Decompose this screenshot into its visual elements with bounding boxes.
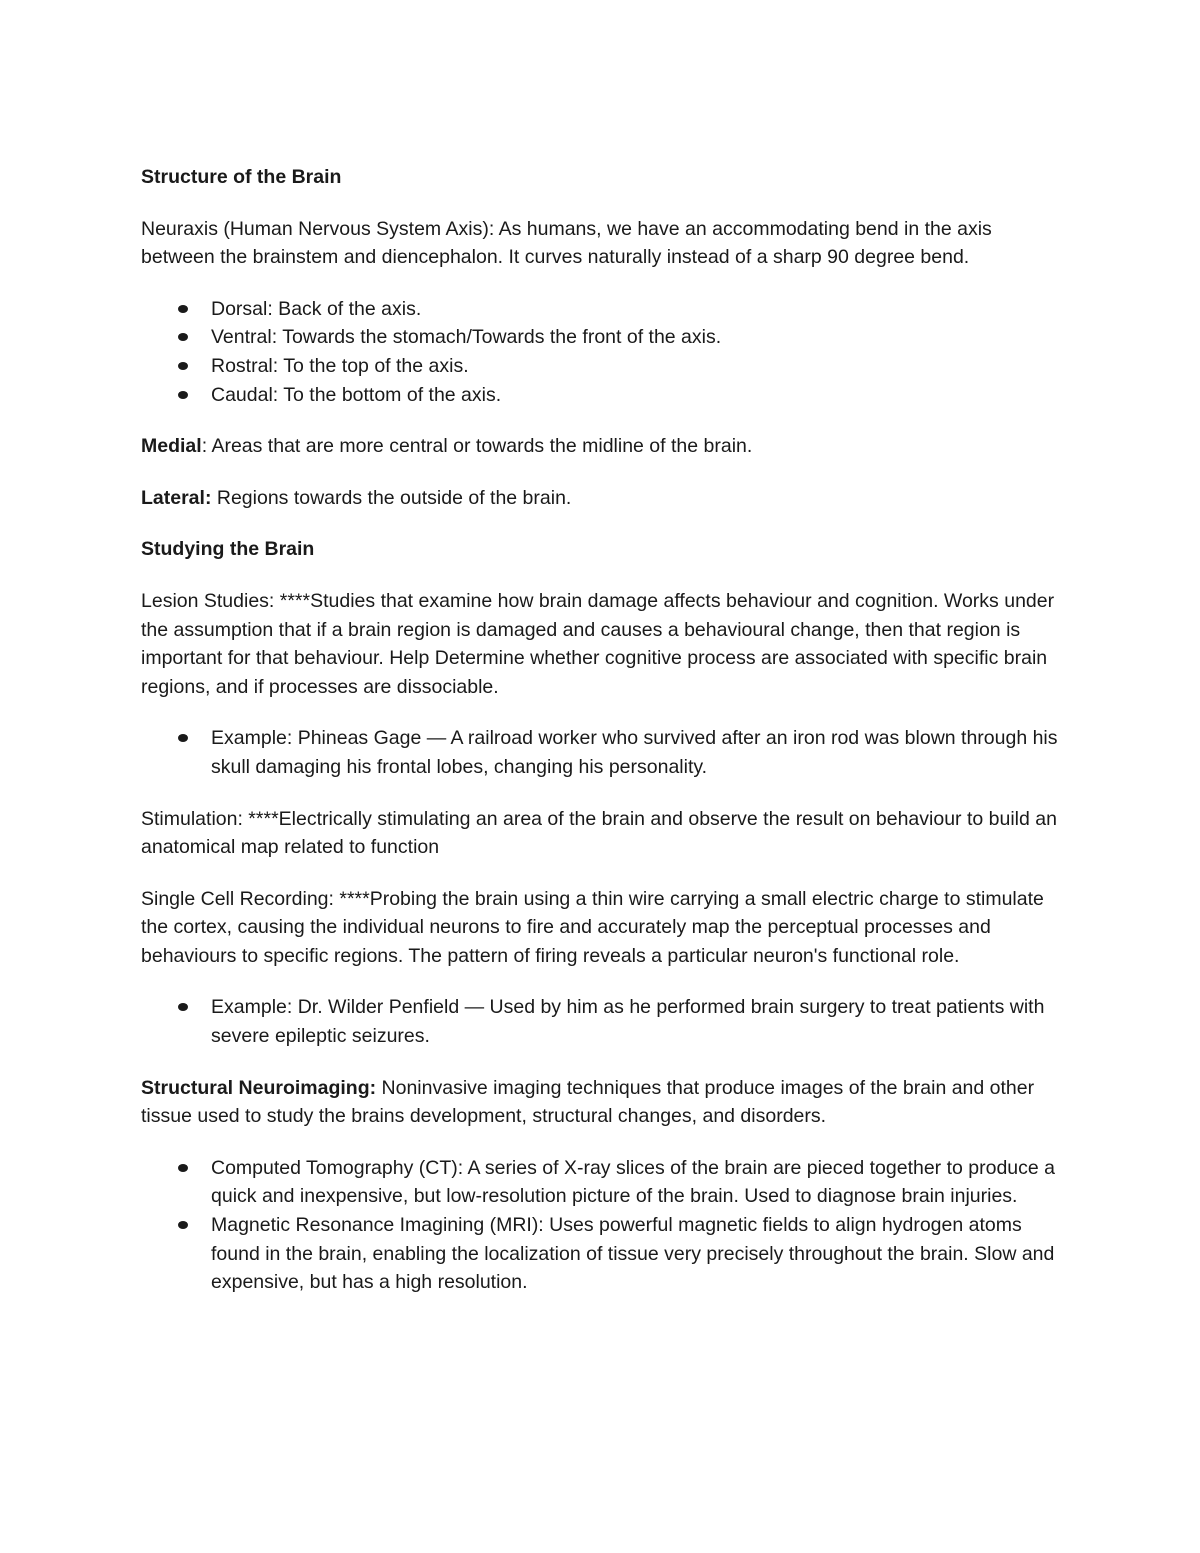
list-item-text: Magnetic Resonance Imagining (MRI): Uses powerful magnetic fields to align hydrogen atoms found in the brain, enabling the localization of tissue very precisely throughout the brain. Slow and expensive, but has a high resolution. <box>211 1214 1055 1294</box>
list-item-text: Caudal: To the bottom of the axis. <box>211 383 502 406</box>
list-item-text: Computed Tomography (CT): A series of X-ray slices of the brain are pieced together to produce a quick and inexpensive, but low-resolution picture of the brain. Used to diagnose brain injuries. <box>211 1156 1055 1208</box>
definition-structural-neuroimaging: Noninvasive imaging techniques that produce images of the brain and other tissue used to study the brains development, structural changes, and disorders. <box>141 1076 1035 1128</box>
term-medial: Medial <box>141 435 202 458</box>
list-item <box>141 993 1061 1050</box>
heading-structure-of-brain: Structure of the Brain <box>141 166 342 188</box>
list-item <box>141 724 1061 781</box>
definition-medial: : Areas that are more central or towards the midline of the brain. <box>201 435 753 458</box>
list-item-text: Example: Dr. Wilder Penfield — Used by him as he performed brain surgery to treat patients with severe epileptic seizures. <box>211 996 1045 1048</box>
paragraph-medial <box>141 432 1061 461</box>
list-item-text: Dorsal: Back of the axis. <box>211 297 422 320</box>
bullet-icon <box>178 362 188 370</box>
term-lateral: Lateral: <box>141 486 212 509</box>
bullet-icon <box>178 1164 188 1172</box>
paragraph-structural-neuroimaging <box>141 1074 1061 1131</box>
bullet-icon <box>178 1221 188 1229</box>
list-item <box>141 381 1061 410</box>
list-item <box>141 1211 1061 1297</box>
list-item <box>141 295 1061 324</box>
bullet-icon <box>178 305 188 313</box>
bullet-icon <box>178 333 188 341</box>
list-item <box>141 352 1061 381</box>
definition-lateral: Regions towards the outside of the brain. <box>211 486 572 509</box>
list-item <box>141 1154 1061 1211</box>
list-item <box>141 323 1061 352</box>
list-item-text: Example: Phineas Gage — A railroad worker who survived after an iron rod was blown through his skull damaging his frontal lobes, changing his personality. <box>211 727 1058 778</box>
term-structural-neuroimaging: Structural Neuroimaging: <box>141 1076 377 1099</box>
list-item-text: Ventral: Towards the stomach/Towards the front of the axis. <box>211 326 722 349</box>
bullet-icon <box>178 391 188 399</box>
axis-directions-list <box>141 295 1061 409</box>
lesion-examples-list <box>141 724 1061 781</box>
heading-studying-the-brain: Studying the Brain <box>141 538 315 561</box>
paragraph-lesion-studies: Lesion Studies: ****Studies that examine how brain damage affects behaviour and cognition. Works under the assumption that if a brain region is damaged and causes a behavioural change, then that region is important for that behaviour. Help Determine whether cognitive process are associated with specific brain regions, and if processes are dissociable. <box>141 589 1055 698</box>
paragraph-neuraxis: Neuraxis (Human Nervous System Axis): As humans, we have an accommodating bend in the axis between the brainstem and diencephalon. It curves naturally instead of a sharp 90 degree bend. <box>141 217 992 269</box>
bullet-icon <box>178 1003 188 1011</box>
document-page <box>141 163 1061 1320</box>
paragraph-stimulation: Stimulation: ****Electrically stimulating an area of the brain and observe the result on behaviour to build an anatomical map related to function <box>141 807 1057 859</box>
list-item-text: Rostral: To the top of the axis. <box>211 354 469 377</box>
imaging-techniques-list <box>141 1154 1061 1297</box>
paragraph-lateral <box>141 484 1061 513</box>
single-cell-examples-list <box>141 993 1061 1050</box>
bullet-icon <box>178 734 188 742</box>
paragraph-single-cell-recording: Single Cell Recording: ****Probing the brain using a thin wire carrying a small electric charge to stimulate the cortex, causing the individual neurons to fire and accurately map the perceptual processes and behaviours to specific regions. The pattern of firing reveals a particular neuron's functional role. <box>141 887 1044 967</box>
